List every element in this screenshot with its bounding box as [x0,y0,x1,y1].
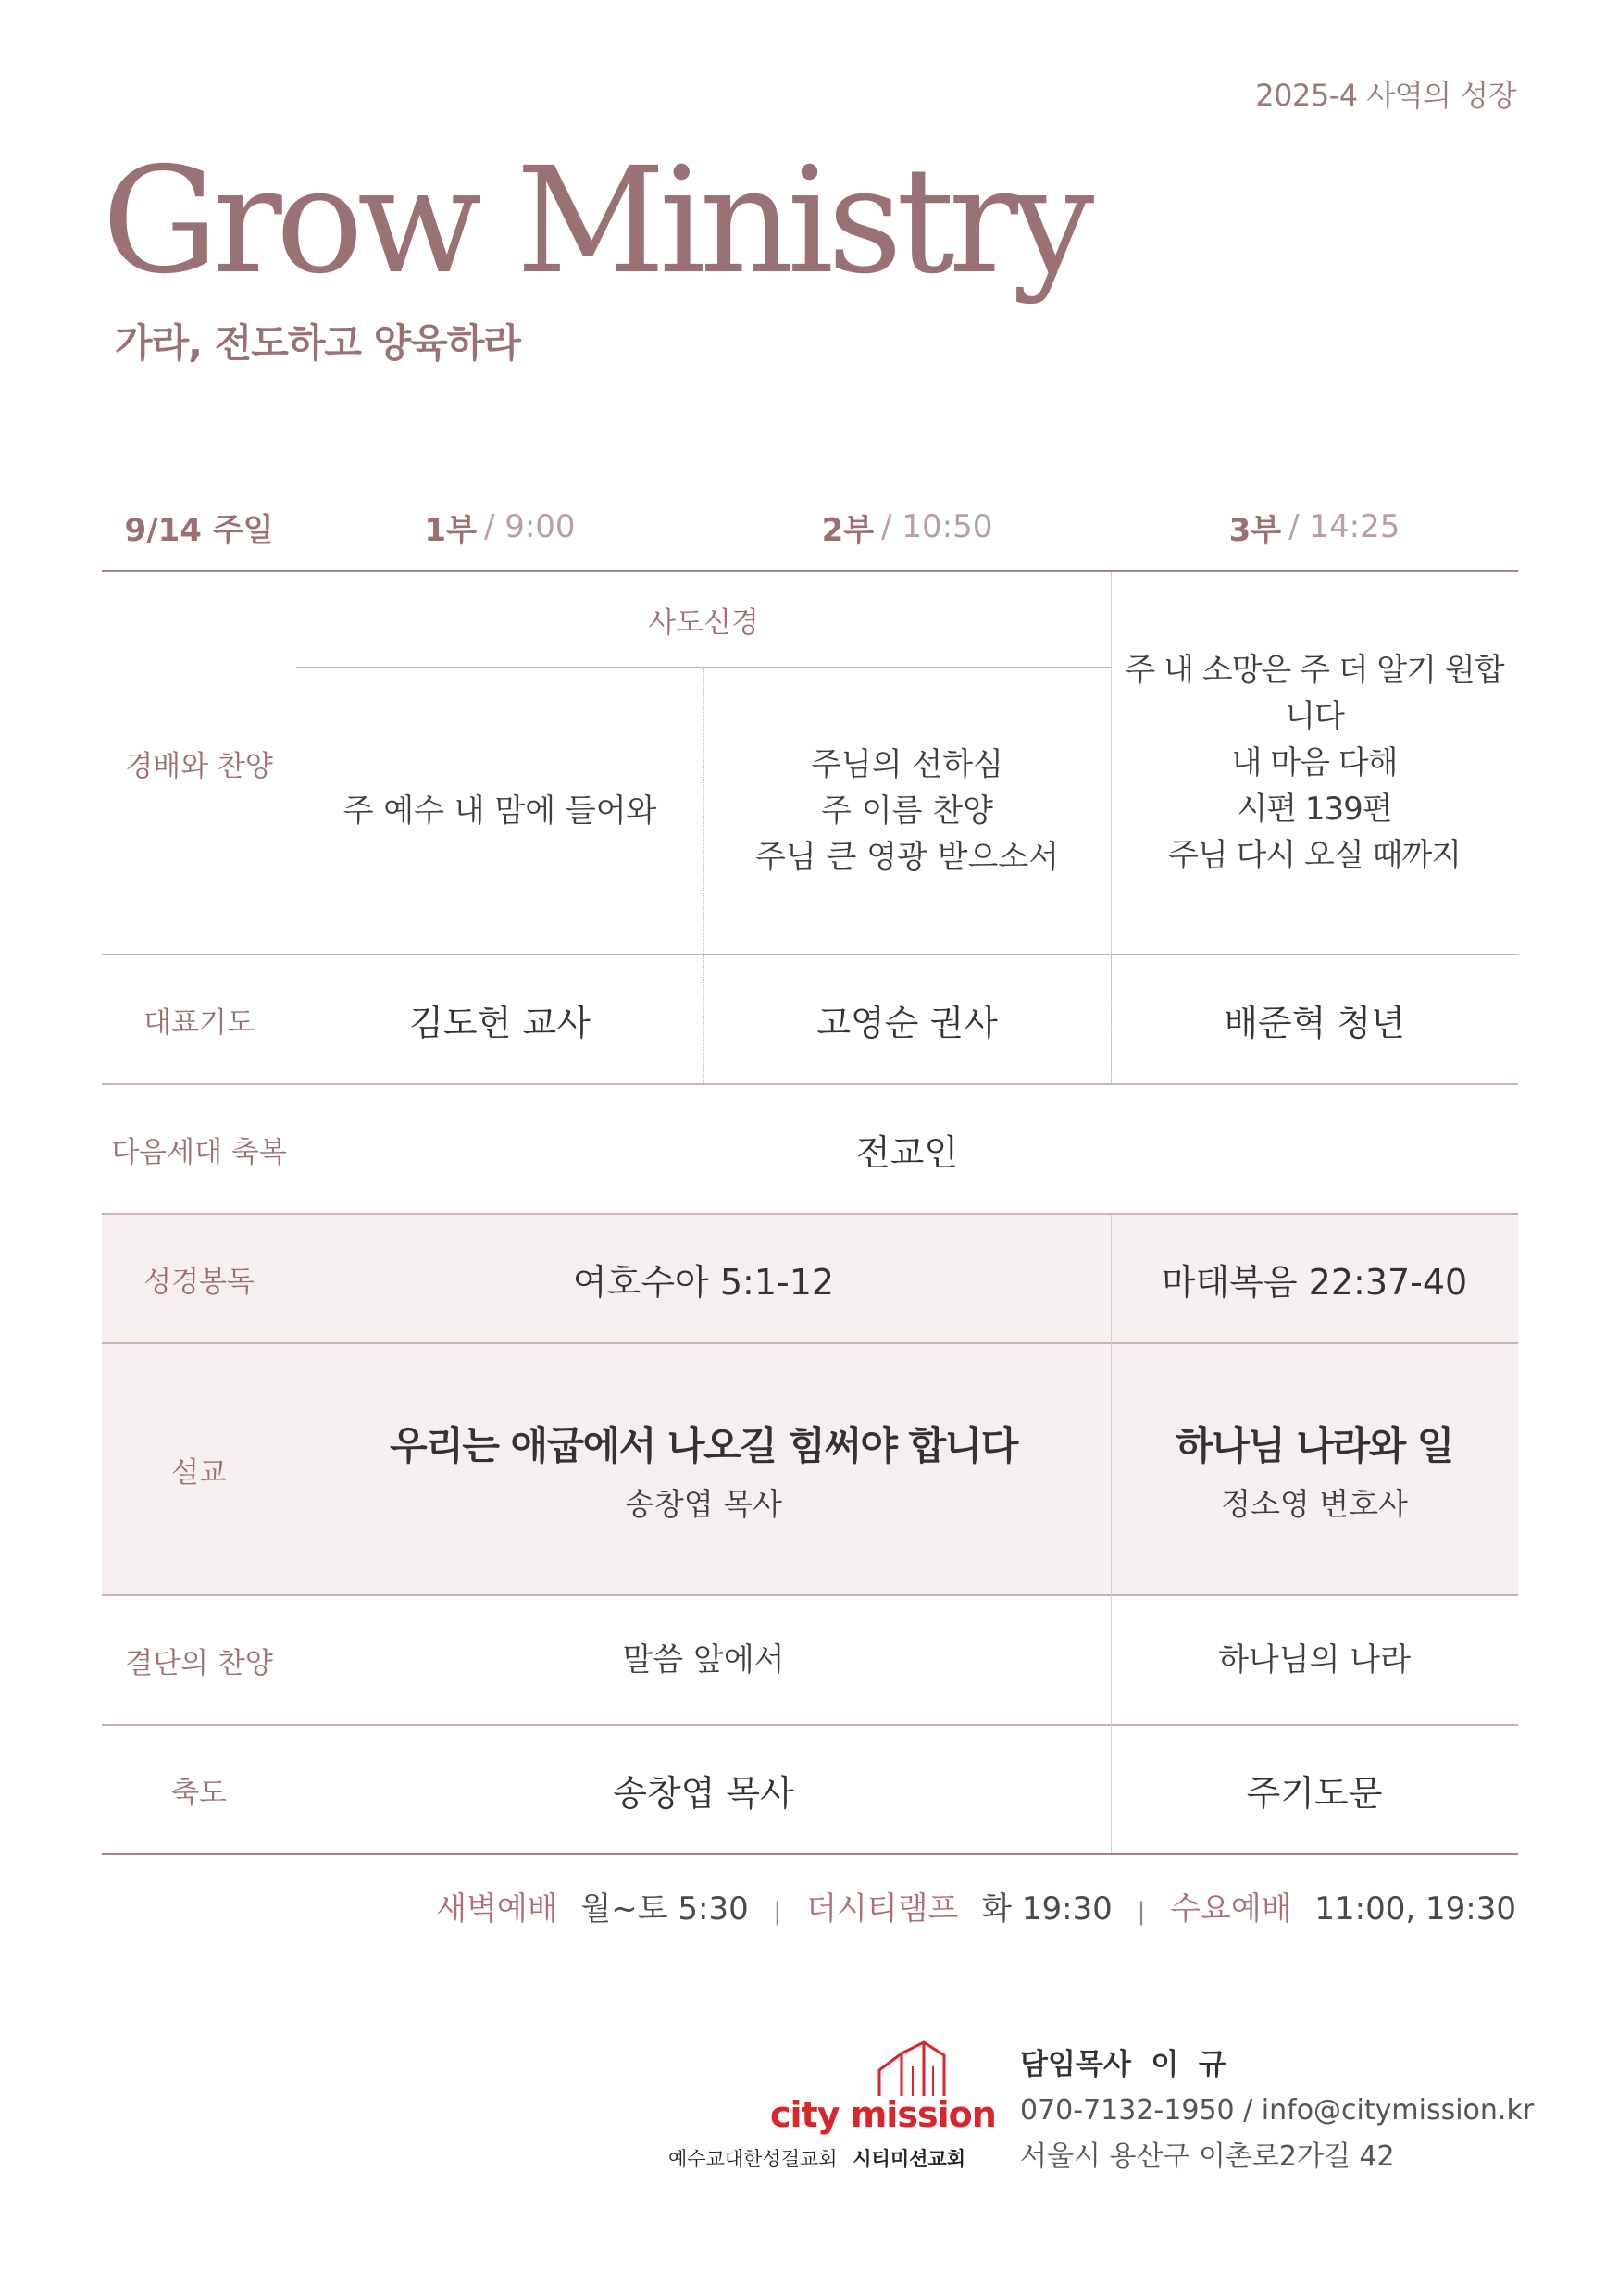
page-title: Grow Ministry [102,136,1089,306]
prayer-service-2: 고영순 권사 [816,1002,998,1043]
song-title: 주 예수 내 맘에 들어와 [342,792,657,830]
reading-service-3: 마태복음 22:37-40 [1161,1261,1468,1303]
church-name: 시티미션교회 [853,2148,965,2170]
service-label: 더시티램프 [806,1890,959,1928]
song-title: 주 내 소망은 주 더 알기 원합니다 [1125,652,1504,735]
senior-pastor: 담임목사 이 규 [1020,2048,1226,2081]
song-title: 주님 다시 오실 때까지 [1167,837,1462,874]
row-label-worship: 경배와 찬양 [125,749,273,783]
sermon-service-12 [296,1344,1111,1594]
worship-service-3 [1111,572,1518,954]
blessing-all: 전교인 [855,1131,959,1173]
service-time: 11:00, 19:30 [1314,1890,1516,1928]
header-service-1: 1부 / 9:00 [424,508,576,549]
header-service-3: 3부 / 14:25 [1228,508,1400,549]
worship-shared-creed: 사도신경 [648,605,759,640]
benediction-service-3: 주기도문 [1246,1772,1383,1814]
service-time: 월~토 5:30 [580,1890,749,1928]
song-title: 내 마음 다해 [1231,744,1398,781]
divider [102,1853,1518,1855]
row-label-response: 결단의 찬양 [125,1646,273,1680]
row-label-blessing: 다음세대 축복 [111,1135,287,1169]
song-title: 주님의 선하심 [811,746,1003,783]
church-logo-text: city mission [770,2094,996,2135]
other-services [436,1883,1516,1928]
row-label-prayer: 대표기도 [143,1005,255,1040]
contact-block [1020,2041,1534,2180]
service-time: 화 19:30 [981,1890,1113,1928]
prayer-service-1: 김도헌 교사 [409,1002,591,1043]
church-denomination [668,2144,965,2172]
contact-info: 070-7132-1950 / info@citymission.kr [1020,2094,1535,2127]
church-address: 서울시 용산구 이촌로2가길 42 [1020,2140,1395,2173]
series-label: 2025-4 사역의 성장 [1255,78,1516,113]
page-subtitle: 가라, 전도하고 양육하라 [115,320,520,366]
header-service-2: 2부 / 10:50 [821,508,993,549]
sermon-service-3 [1111,1344,1518,1594]
preacher-name: 송창엽 목사 [625,1485,782,1522]
response-service-3: 하나님의 나라 [1218,1641,1411,1678]
worship-service-1 [296,668,703,954]
preacher-name: 정소영 변호사 [1221,1485,1408,1522]
separator: | [773,1898,782,1926]
song-title: 주 이름 찬양 [821,792,993,830]
denomination-name: 예수교대한성결교회 [668,2148,838,2170]
song-title: 시편 139편 [1237,791,1392,828]
worship-schedule-table [102,481,1518,1861]
worship-service-2 [703,668,1111,954]
separator: | [1137,1898,1146,1926]
service-label: 수요예배 [1170,1890,1292,1928]
sermon-title: 우리는 애굽에서 나오길 힘써야 합니다 [390,1422,1017,1468]
song-title: 주님 큰 영광 받으소서 [754,839,1060,876]
service-label: 새벽예배 [436,1890,558,1928]
prayer-service-3: 배준혁 청년 [1224,1002,1405,1043]
sermon-title: 하나님 나라와 일 [1176,1422,1453,1468]
response-service-12: 말씀 앞에서 [622,1641,785,1678]
header-date: 9/14 주일 [124,511,274,549]
row-label-reading: 성경봉독 [143,1265,255,1299]
benediction-service-12: 송창엽 목사 [613,1772,794,1814]
reading-service-12: 여호수아 5:1-12 [572,1261,835,1303]
row-label-benediction: 축도 [171,1776,227,1810]
row-label-sermon: 설교 [171,1455,227,1490]
